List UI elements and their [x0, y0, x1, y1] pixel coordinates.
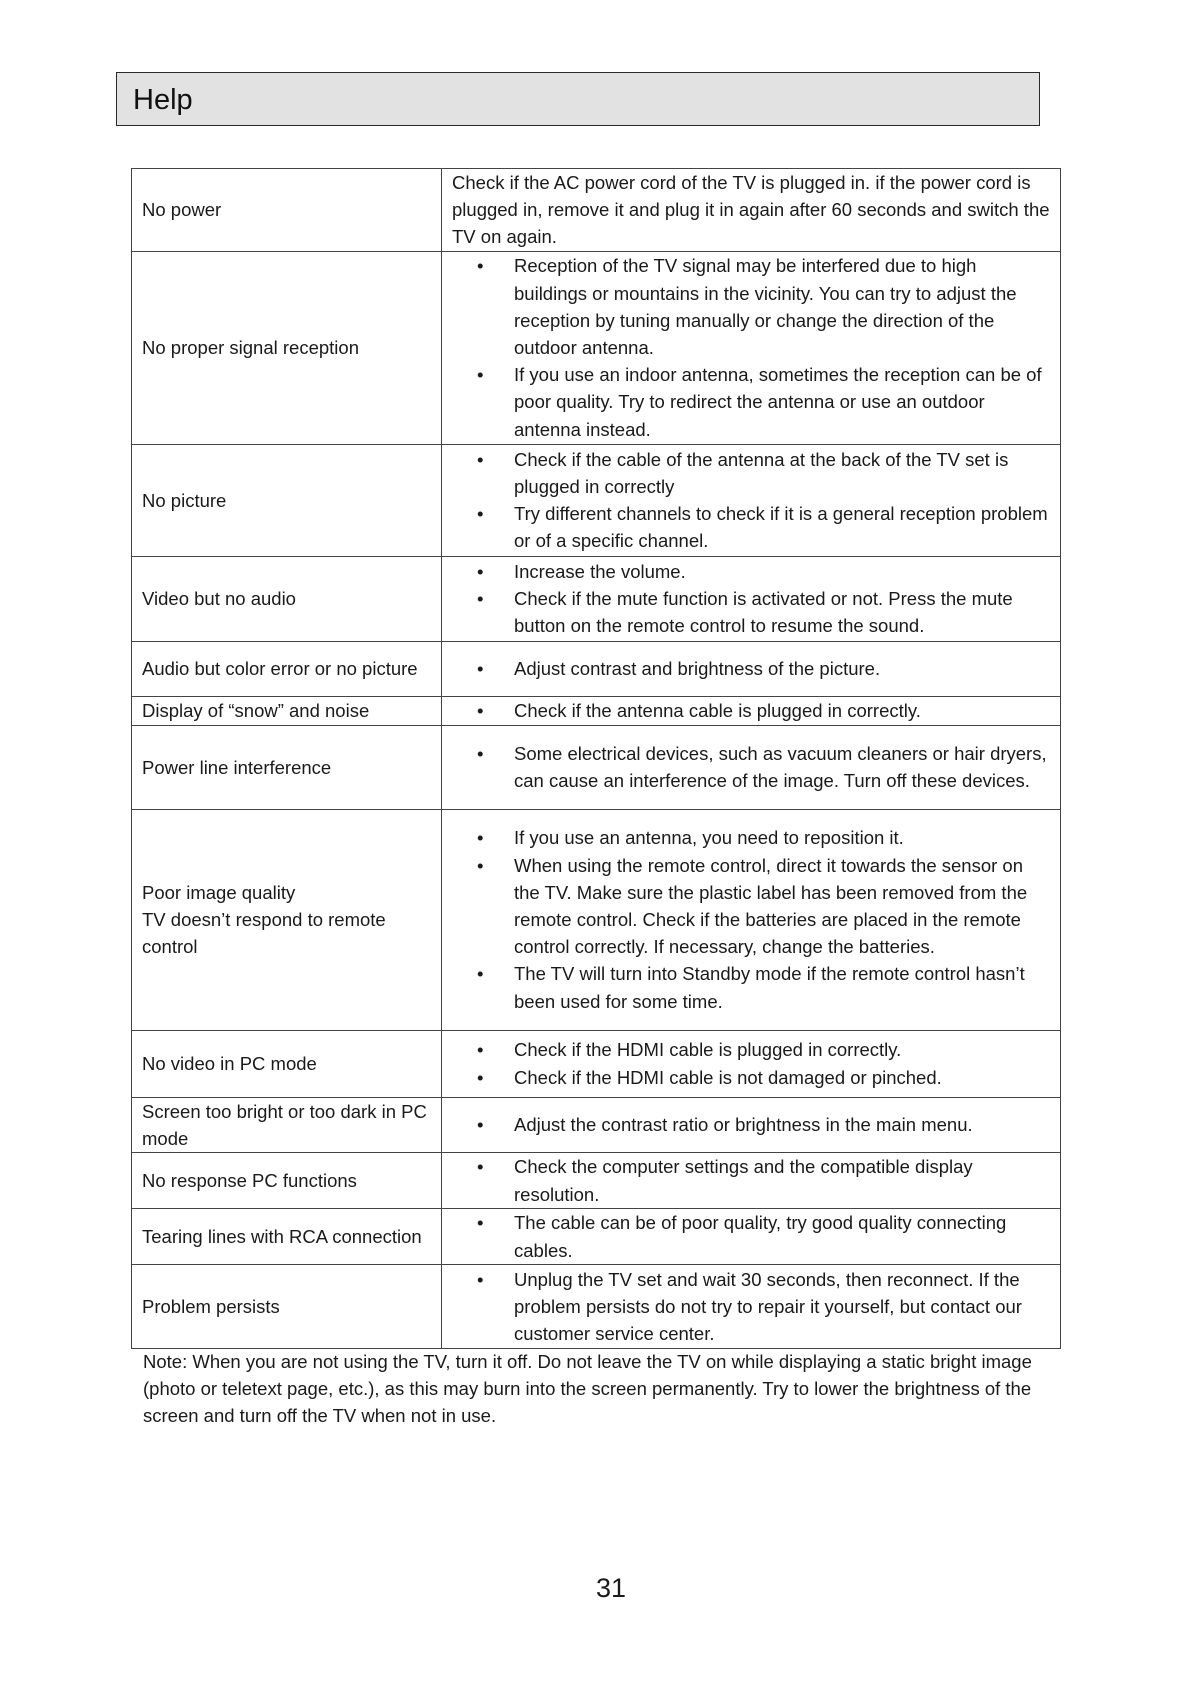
solution-list — [452, 558, 1050, 640]
bullet-icon: • — [477, 658, 484, 679]
solution-cell — [442, 641, 1061, 696]
list-item — [477, 655, 1050, 682]
solution-cell — [442, 1153, 1061, 1209]
solution-list — [452, 1111, 1050, 1138]
bullet-icon: • — [477, 588, 484, 609]
solution-list — [452, 824, 1050, 1014]
list-item-text: Check if the mute function is activated or not. Press the mute button on the remote control to resume the sound. — [514, 588, 1013, 637]
problem-cell: Power line interference — [132, 725, 442, 809]
solution-cell — [442, 809, 1061, 1030]
list-item-text: Check if the HDMI cable is not damaged or pinched. — [514, 1066, 942, 1088]
list-item — [477, 697, 1050, 724]
bullet-icon: • — [477, 448, 484, 470]
list-item-text: Try different channels to check if it is a general reception problem or of a specific channel. — [514, 503, 1048, 552]
bullet-icon: • — [477, 1268, 484, 1290]
list-item-text: Check if the antenna cable is plugged in correctly. — [514, 700, 921, 721]
problem-cell: Audio but color error or no picture — [132, 641, 442, 696]
solution-cell — [442, 1265, 1061, 1349]
solution-cell — [442, 556, 1061, 641]
list-item-text: When using the remote control, direct it towards the sensor on the TV. Make sure the plastic label has been removed from the remote control. Check if the batteries are placed in the remote control correctly. If necessary, change the batteries. — [514, 854, 1028, 958]
list-item — [477, 824, 1050, 851]
table-row — [132, 444, 1061, 556]
list-item — [477, 1036, 1050, 1063]
bullet-icon: • — [477, 1114, 484, 1136]
solution-cell: Check if the AC power cord of the TV is plugged in. if the power cord is plugged in, remove it and plug it in again after 60 seconds and switch the TV on again. — [442, 169, 1061, 252]
section-title: Help — [133, 84, 193, 116]
usage-note: Note: When you are not using the TV, turn it off. Do not leave the TV on while displaying a static bright image (photo or teletext page, etc.), as this may burn into the screen permanently. Try to lower the brightness of the screen and turn off the TV when not in use. — [143, 1351, 1032, 1426]
list-item-text: Adjust the contrast ratio or brightness in the main menu. — [514, 1114, 973, 1136]
bullet-icon: • — [477, 827, 484, 849]
solution-cell — [442, 1209, 1061, 1265]
solution-list — [452, 697, 1050, 724]
table-row — [132, 809, 1061, 1030]
table-row — [132, 1153, 1061, 1209]
list-item — [477, 585, 1050, 639]
list-item-text: If you use an indoor antenna, sometimes the reception can be of poor quality. Try to redirect the antenna or use an outdoor antenna instead. — [514, 364, 1042, 440]
solution-cell — [442, 251, 1061, 444]
table-row — [132, 725, 1061, 809]
list-item — [477, 1209, 1050, 1263]
problem-cell: Screen too bright or too dark in PC mode — [132, 1097, 442, 1152]
list-item-text: If you use an antenna, you need to reposition it. — [514, 827, 904, 849]
bullet-icon: • — [477, 255, 484, 277]
list-item-text: Reception of the TV signal may be interfered due to high buildings or mountains in the vicinity. You can try to adjust the reception by tuning manually or change the direction of the outdoor antenna. — [514, 255, 1017, 358]
table-row — [132, 696, 1061, 725]
list-item — [477, 252, 1050, 361]
troubleshooting-table-container — [131, 168, 1061, 1349]
solution-list — [452, 1266, 1050, 1348]
list-item — [477, 446, 1050, 500]
list-item-text: Unplug the TV set and wait 30 seconds, then reconnect. If the problem persists do not try to repair it yourself, but contact our customer service center. — [514, 1268, 1022, 1345]
bullet-icon: • — [477, 963, 484, 985]
list-item — [477, 740, 1050, 794]
table-row — [132, 251, 1061, 444]
solution-cell — [442, 1097, 1061, 1152]
solution-list — [452, 1153, 1050, 1207]
bullet-icon: • — [477, 560, 484, 582]
bullet-icon: • — [477, 854, 484, 876]
problem-cell: No picture — [132, 444, 442, 556]
table-row — [132, 1209, 1061, 1265]
solution-cell — [442, 1030, 1061, 1097]
list-item-text: Check if the cable of the antenna at the back of the TV set is plugged in correctly — [514, 448, 1009, 497]
solution-list — [452, 1036, 1050, 1090]
bullet-icon: • — [477, 742, 484, 764]
section-header — [116, 72, 1040, 126]
list-item — [477, 361, 1050, 443]
problem-cell: No video in PC mode — [132, 1030, 442, 1097]
solution-list — [452, 1209, 1050, 1263]
problem-cell: Poor image quality TV doesn’t respond to remote control — [132, 809, 442, 1030]
problem-cell: Tearing lines with RCA connection — [132, 1209, 442, 1265]
bullet-icon: • — [477, 700, 484, 721]
solution-list — [452, 252, 1050, 442]
table-row — [132, 169, 1061, 252]
bullet-icon: • — [477, 1156, 484, 1178]
solution-list — [452, 740, 1050, 794]
table-row — [132, 641, 1061, 696]
problem-cell: No proper signal reception — [132, 251, 442, 444]
bullet-icon: • — [477, 1212, 484, 1234]
list-item — [477, 960, 1050, 1014]
table-row — [132, 556, 1061, 641]
table-row — [132, 1030, 1061, 1097]
table-row — [132, 1265, 1061, 1349]
bullet-icon: • — [477, 503, 484, 525]
list-item — [477, 1153, 1050, 1207]
list-item-text: Increase the volume. — [514, 560, 686, 582]
problem-cell: No power — [132, 169, 442, 252]
problem-cell: Problem persists — [132, 1265, 442, 1349]
troubleshooting-table — [131, 168, 1061, 1349]
list-item — [477, 852, 1050, 961]
list-item — [477, 1111, 1050, 1138]
list-item — [477, 500, 1050, 554]
list-item — [477, 1266, 1050, 1348]
bullet-icon: • — [477, 1066, 484, 1088]
list-item-text: The cable can be of poor quality, try good quality connecting cables. — [514, 1212, 1007, 1261]
solution-cell — [442, 696, 1061, 725]
list-item-text: Check if the HDMI cable is plugged in correctly. — [514, 1039, 902, 1061]
page-number: 31 — [595, 1573, 627, 1603]
solution-cell — [442, 444, 1061, 556]
problem-cell: Display of “snow” and noise — [132, 696, 442, 725]
solution-cell — [442, 725, 1061, 809]
bullet-icon: • — [477, 364, 484, 386]
list-item-text: Some electrical devices, such as vacuum cleaners or hair dryers, can cause an interference of the image. Turn off these devices. — [514, 742, 1047, 792]
list-item-text: Check the computer settings and the compatible display resolution. — [514, 1156, 973, 1205]
solution-list — [452, 655, 1050, 682]
solution-list — [452, 446, 1050, 555]
problem-cell: Video but no audio — [132, 556, 442, 641]
bullet-icon: • — [477, 1039, 484, 1061]
list-item — [477, 1064, 1050, 1091]
list-item-text: The TV will turn into Standby mode if the remote control hasn’t been used for some time. — [514, 963, 1025, 1012]
list-item — [477, 558, 1050, 585]
problem-cell: No response PC functions — [132, 1153, 442, 1209]
list-item-text: Adjust contrast and brightness of the picture. — [514, 658, 881, 679]
table-row — [132, 1097, 1061, 1152]
